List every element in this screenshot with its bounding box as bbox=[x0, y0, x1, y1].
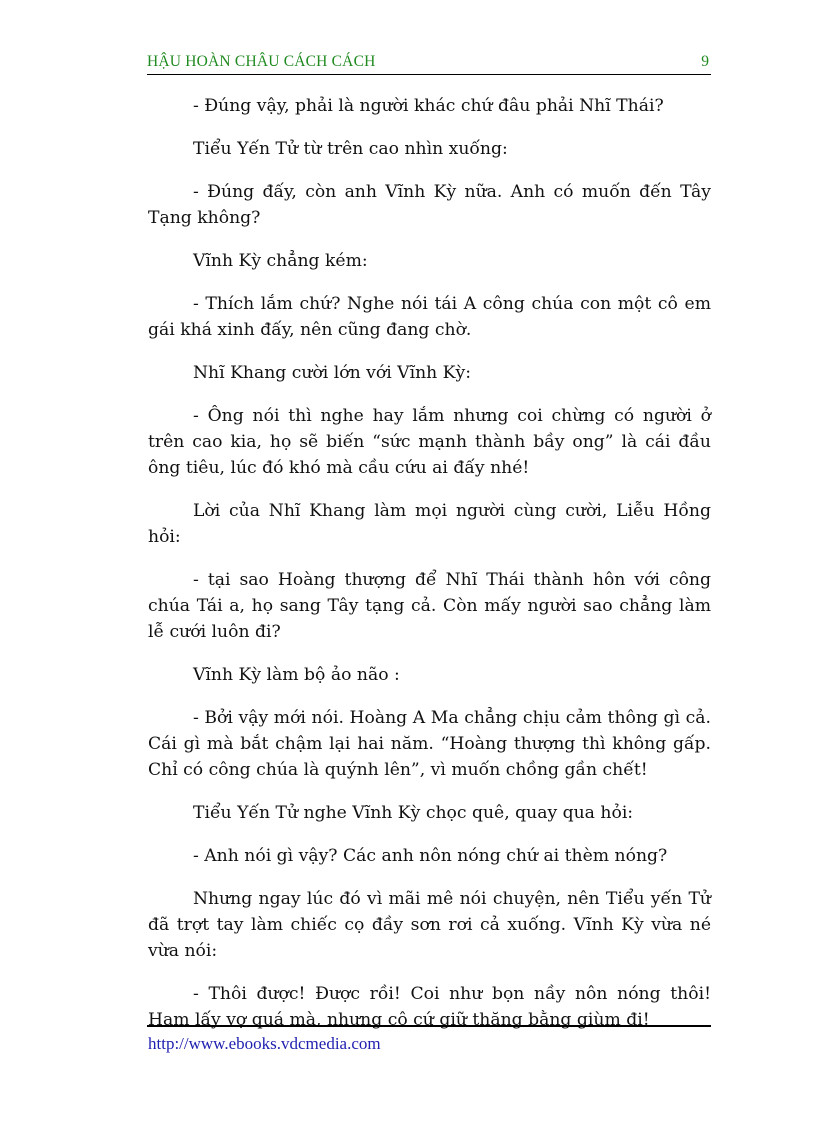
paragraph: - Đúng đấy, còn anh Vĩnh Kỳ nữa. Anh có muốn đến Tây Tạng không? bbox=[148, 182, 711, 228]
paragraph: - Đúng vậy, phải là người khác chứ đâu phải Nhĩ Thái? bbox=[193, 96, 664, 116]
book-title: HẬU HOÀN CHÂU CÁCH CÁCH bbox=[147, 53, 376, 70]
paragraph: - tại sao Hoàng thượng để Nhĩ Thái thành hôn với công chúa Tái a, họ sang Tây tạng cả. Còn mấy người sao chẳng làm lễ cưới luôn đi? bbox=[148, 570, 711, 642]
paragraph: Nhưng ngay lúc đó vì mãi mê nói chuyện, nên Tiểu yến Tử đã trợt tay làm chiếc cọ đầy sơn rơi cả xuống. Vĩnh Kỳ vừa né vừa nói: bbox=[148, 889, 711, 961]
paragraph: - Ông nói thì nghe hay lắm nhưng coi chừng có người ở trên cao kia, họ sẽ biến “sức mạnh thành bầy ong” là cái đầu ông tiêu, lúc đó khó mà cầu cứu ai đấy nhé! bbox=[148, 406, 711, 478]
page-body bbox=[148, 93, 711, 1050]
paragraph: - Thôi được! Được rồi! Coi như bọn nầy nôn nóng thôi! Ham lấy vợ quá mà, nhưng cô cứ giữ thăng bằng giùm đi! bbox=[148, 984, 711, 1030]
page-header bbox=[147, 52, 711, 75]
paragraph: Nhĩ Khang cười lớn với Vĩnh Kỳ: bbox=[193, 363, 472, 383]
footer-website-link[interactable]: http://www.ebooks.vdcmedia.com bbox=[148, 1034, 381, 1053]
paragraph: Lời của Nhĩ Khang làm mọi người cùng cười, Liễu Hồng hỏi: bbox=[148, 501, 711, 547]
paragraph: Tiểu Yến Tử từ trên cao nhìn xuống: bbox=[193, 139, 508, 159]
paragraph: Vĩnh Kỳ chẳng kém: bbox=[193, 251, 368, 271]
footer-divider bbox=[147, 1025, 711, 1027]
paragraph: Vĩnh Kỳ làm bộ ảo não : bbox=[193, 665, 400, 685]
paragraph: Tiểu Yến Tử nghe Vĩnh Kỳ chọc quê, quay qua hỏi: bbox=[193, 803, 634, 823]
page-number: 9 bbox=[701, 53, 709, 70]
paragraph: - Thích lắm chứ? Nghe nói tái A công chúa con một cô em gái khá xinh đấy, nên cũng đang chờ. bbox=[148, 294, 711, 340]
paragraph: - Anh nói gì vậy? Các anh nôn nóng chứ ai thèm nóng? bbox=[193, 846, 668, 866]
paragraph: - Bởi vậy mới nói. Hoàng A Ma chẳng chịu cảm thông gì cả. Cái gì mà bắt chậm lại hai năm. “Hoàng thượng thì không gấp. Chỉ có công chúa là quýnh lên”, vì muốn chồng gần chết! bbox=[148, 708, 711, 780]
